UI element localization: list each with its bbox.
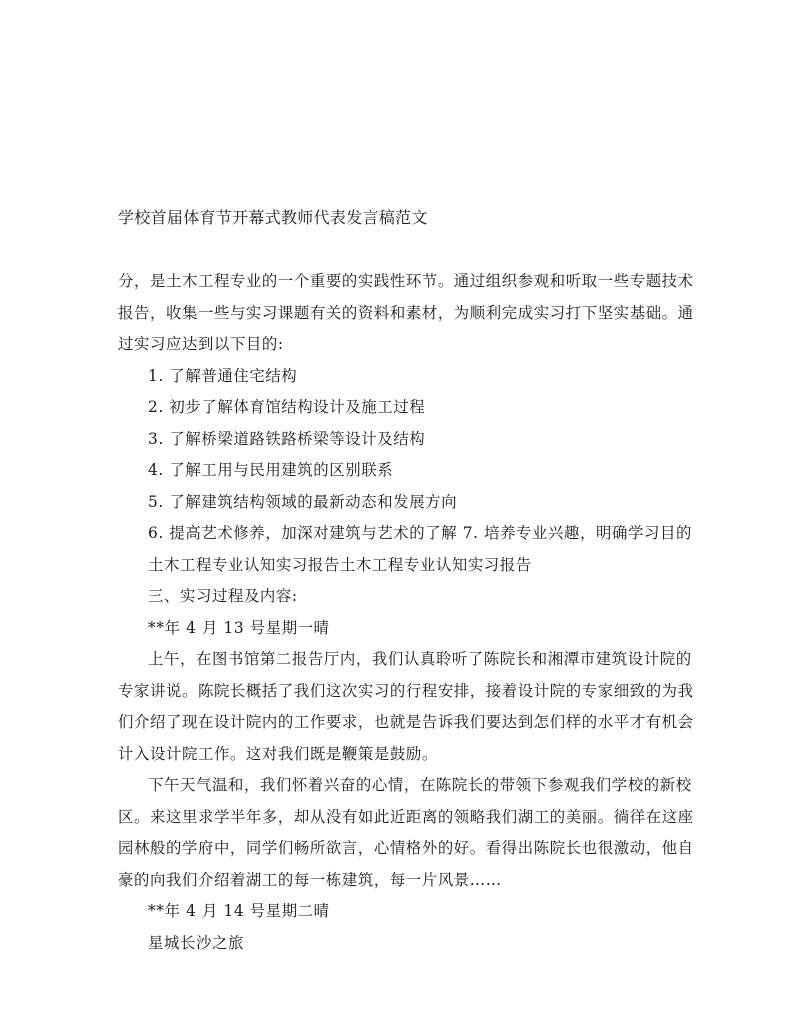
list-item: 2. 初步了解体育馆结构设计及施工过程 — [148, 398, 426, 416]
date-heading: **年 4 月 13 号星期一晴 — [148, 618, 330, 637]
paragraph-line: 区。来这里求学半年多，却从没有如此近距离的领略我们湖工的美丽。徜徉在这座 — [118, 807, 694, 826]
list-item: 5. 了解建筑结构领域的最新动态和发展方向 — [148, 492, 458, 511]
document-title: 学校首届体育节开幕式教师代表发言稿范文 — [118, 208, 428, 227]
section-heading: 三、实习过程及内容: — [148, 587, 298, 605]
list-item: 6. 提高艺术修养，加深对建筑与艺术的了解 7. 培养专业兴趣，明确学习目的 — [148, 524, 692, 542]
date-heading: **年 4 月 14 号星期二晴 — [148, 902, 330, 920]
paragraph-line: 豪的向我们介绍着湖工的每一栋建筑，每一片风景…… — [118, 870, 502, 889]
paragraph-line: 分，是土木工程专业的一个重要的实践性环节。通过组织参观和听取一些专题技术 — [118, 272, 694, 290]
paragraph-line: 星城长沙之旅 — [148, 933, 244, 952]
document-body — [118, 266, 698, 959]
paragraph-line: 上午，在图书馆第二报告厅内，我们认真聆听了陈院长和湘潭市建筑设计院的 — [148, 650, 692, 668]
list-item: 1. 了解普通住宅结构 — [148, 366, 298, 385]
paragraph-line: 土木工程专业认知实习报告土木工程专业认知实习报告 — [148, 555, 532, 574]
paragraph-line: 计入设计院工作。这对我们既是鞭策是鼓励。 — [118, 744, 438, 763]
paragraph-line: 过实习应达到以下目的: — [118, 335, 284, 353]
paragraph-line: 报告，收集一些与实习课题有关的资料和素材，为顺利完成实习打下坚实基础。通 — [118, 303, 694, 322]
list-item: 4. 了解工用与民用建筑的区别联系 — [148, 461, 394, 479]
paragraph-line: 们介绍了现在设计院内的工作要求，也就是告诉我们要达到怎们样的水平才有机会 — [118, 713, 694, 731]
paragraph-line: 园林般的学府中，同学们畅所欲言，心情格外的好。看得出陈院长也很激动，他自 — [118, 839, 694, 857]
list-item: 3. 了解桥梁道路铁路桥梁等设计及结构 — [148, 429, 426, 448]
paragraph-line: 专家讲说。陈院长概括了我们这次实习的行程安排，接着设计院的专家细致的为我 — [118, 681, 694, 700]
paragraph-line: 下午天气温和，我们怀着兴奋的心情，在陈院长的带领下参观我们学校的新校 — [148, 776, 692, 794]
